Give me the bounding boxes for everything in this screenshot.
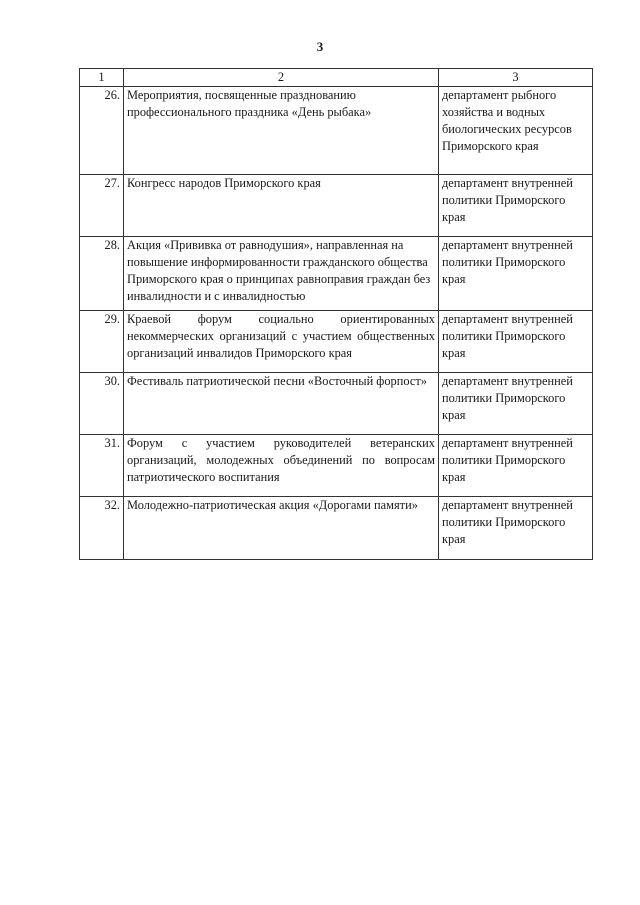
event-name: Молодежно-патриотическая акция «Дорогами памяти» xyxy=(124,497,439,560)
responsible-department: департамент внутренней политики Приморского края xyxy=(439,311,593,373)
table-row xyxy=(80,373,593,435)
responsible-department: департамент внутренней политики Приморского края xyxy=(439,373,593,435)
table-row xyxy=(80,497,593,560)
header-col-2: 2 xyxy=(124,69,439,87)
table-row xyxy=(80,311,593,373)
page-number: 3 xyxy=(316,39,324,54)
row-number: 30. xyxy=(80,373,124,435)
table-row xyxy=(80,435,593,497)
row-number: 31. xyxy=(80,435,124,497)
table-row xyxy=(80,237,593,311)
events-table xyxy=(79,68,593,560)
event-name: Конгресс народов Приморского края xyxy=(124,175,439,237)
header-col-1: 1 xyxy=(80,69,124,87)
row-number: 26. xyxy=(80,87,124,175)
event-name: Акция «Прививка от равнодушия», направленная на повышение информированности гражданского общества Приморского края о принципах равноправия граждан без инвалидности и с инвалидностью xyxy=(124,237,439,311)
responsible-department: департамент внутренней политики Приморского края xyxy=(439,175,593,237)
row-number: 28. xyxy=(80,237,124,311)
event-name: Фестиваль патриотической песни «Восточный форпост» xyxy=(124,373,439,435)
row-number: 29. xyxy=(80,311,124,373)
row-number: 32. xyxy=(80,497,124,560)
row-number: 27. xyxy=(80,175,124,237)
table-row xyxy=(80,87,593,175)
table-header-row xyxy=(80,69,593,87)
event-name: Краевой форум социально ориентированных некоммерческих организаций с участием общественных организаций инвалидов Приморского края xyxy=(124,311,439,373)
responsible-department: департамент рыбного хозяйства и водных биологических ресурсов Приморского края xyxy=(439,87,593,175)
header-col-3: 3 xyxy=(439,69,593,87)
responsible-department: департамент внутренней политики Приморского края xyxy=(439,497,593,560)
responsible-department: департамент внутренней политики Приморского края xyxy=(439,435,593,497)
table-row xyxy=(80,175,593,237)
event-name: Мероприятия, посвященные празднованию профессионального праздника «День рыбака» xyxy=(124,87,439,175)
responsible-department: департамент внутренней политики Приморского края xyxy=(439,237,593,311)
event-name: Форум с участием руководителей ветеранских организаций, молодежных объединений по вопросам патриотического воспитания xyxy=(124,435,439,497)
